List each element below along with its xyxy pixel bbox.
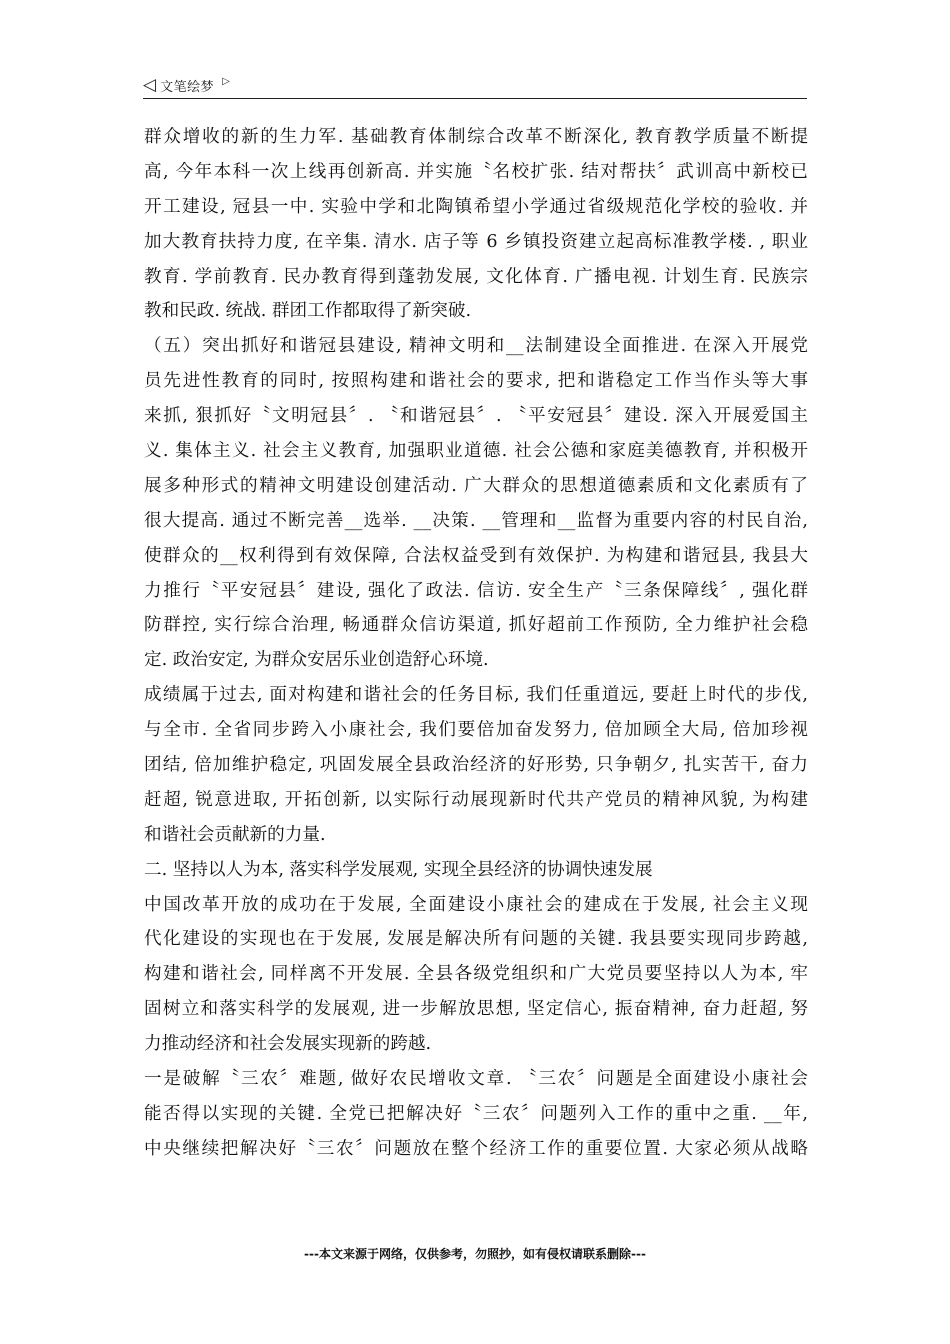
text-line: 群众增收的新的生力军. 基础教育体制综合改革不断深化, 教育教学质量不断提 — [144, 127, 808, 147]
header-brand-group — [143, 74, 230, 96]
text-line: 加大教育扶持力度, 在辛集. 清水. 店子等 6 乡镇投资建立起高标准教学楼. , 职业 — [144, 231, 808, 252]
text-line: 教和民政. 统战. 群团工作都取得了新突破. — [144, 301, 472, 322]
header-brand: 文笔绘梦 — [160, 79, 215, 95]
text-line: 中国改革开放的成功在于发展, 全面建设小康社会的建成在于发展, 社会主义现 — [144, 894, 808, 915]
text-line: 一是破解〝三农〞难题, 做好农民增收文章. 〝三农〞问题是全面建设小康社会 — [144, 1069, 808, 1090]
text-line: 员先进性教育的同时, 按照构建和谐社会的要求, 把和谐稳定工作当作头等大事 — [144, 371, 808, 392]
text-line: （五）突出抓好和谐冠县建设, 精神文明和__法制建设全面推进. 在深入开展党 — [144, 336, 808, 357]
text-line: 开工建设, 冠县一中. 实验中学和北陶镇希望小学通过省级规范化学校的验收. 并 — [144, 196, 808, 217]
text-line: 展多种形式的精神文明建设创建活动. 广大群众的思想道德素质和文化素质有了 — [144, 475, 808, 496]
document-body — [144, 120, 808, 1167]
text-line: 很大提高. 通过不断完善__选举. __决策. __管理和__监督为重要内容的村民自治, — [144, 510, 808, 531]
text-line: 定. 政治安定, 为群众安居乐业创造舒心环境. — [144, 650, 489, 671]
text-line: 力推动经济和社会发展实现新的跨越. — [144, 1034, 432, 1055]
text-line: 和谐社会贡献新的力量. — [144, 824, 326, 845]
text-line: 成绩属于过去, 面对构建和谐社会的任务目标, 我们任重道远, 要赶上时代的步伐, — [144, 685, 808, 706]
text-line: 构建和谐社会, 同样离不开发展. 全县各级党组织和广大党员要坚持以人为本, 牢 — [144, 964, 808, 985]
triangle-left-icon: ◁ — [143, 74, 157, 95]
text-line: 中央继续把解决好〝三农〞问题放在整个经济工作的重要位置. 大家必须从战略 — [144, 1138, 808, 1159]
text-line: 赶超, 锐意进取, 开拓创新, 以实际行动展现新时代共产党员的精神风貌, 为构建 — [144, 789, 808, 810]
text-line: 力推行〝平安冠县〞建设, 强化了政法. 信访. 安全生产〝三条保障线〞, 强化群 — [144, 580, 808, 601]
text-line: 义. 集体主义. 社会主义教育, 加强职业道德. 社会公德和家庭美德教育, 并积极开 — [144, 441, 808, 462]
triangle-right-icon: ▷ — [222, 75, 230, 87]
page-header — [143, 74, 807, 99]
text-line: 教育. 学前教育. 民办教育得到蓬勃发展, 文化体育. 广播电视. 计划生育. 民族宗 — [144, 266, 808, 287]
text-line: 防群控, 实行综合治理, 畅通群众信访渠道, 抓好超前工作预防, 全力维护社会稳 — [144, 615, 808, 636]
text-line: 高, 今年本科一次上线再创新高. 并实施〝名校扩张. 结对帮扶〞武训高中新校已 — [144, 161, 808, 182]
text-line: 能否得以实现的关键. 全党已把解决好〝三农〞问题列入工作的重中之重. __年, — [144, 1103, 808, 1124]
text-line: 团结, 倍加维护稳定, 巩固发展全县政治经济的好形势, 只争朝夕, 扎实苦干, 奋力 — [144, 755, 808, 776]
text-line: 固树立和落实科学的发展观, 进一步解放思想, 坚定信心, 振奋精神, 奋力赶超, 努 — [144, 999, 808, 1020]
text-line: 使群众的__权利得到有效保障, 合法权益受到有效保护. 为构建和谐冠县, 我县大 — [144, 545, 808, 566]
text-line: 来抓, 狠抓好〝文明冠县〞. 〝和谐冠县〞. 〝平安冠县〞建设. 深入开展爱国主 — [144, 406, 808, 427]
text-line: 二. 坚持以人为本, 落实科学发展观, 实现全县经济的协调快速发展 — [144, 859, 653, 880]
text-line: 与全市. 全省同步跨入小康社会, 我们要倍加奋发努力, 倍加顾全大局, 倍加珍视 — [144, 720, 808, 741]
text-line: 代化建设的实现也在于发展, 发展是解决所有问题的关键. 我县要实现同步跨越, — [144, 929, 808, 950]
footer-disclaimer: ---本文来源于网络，仅供参考，勿照抄，如有侵权请联系删除--- — [304, 1247, 646, 1261]
